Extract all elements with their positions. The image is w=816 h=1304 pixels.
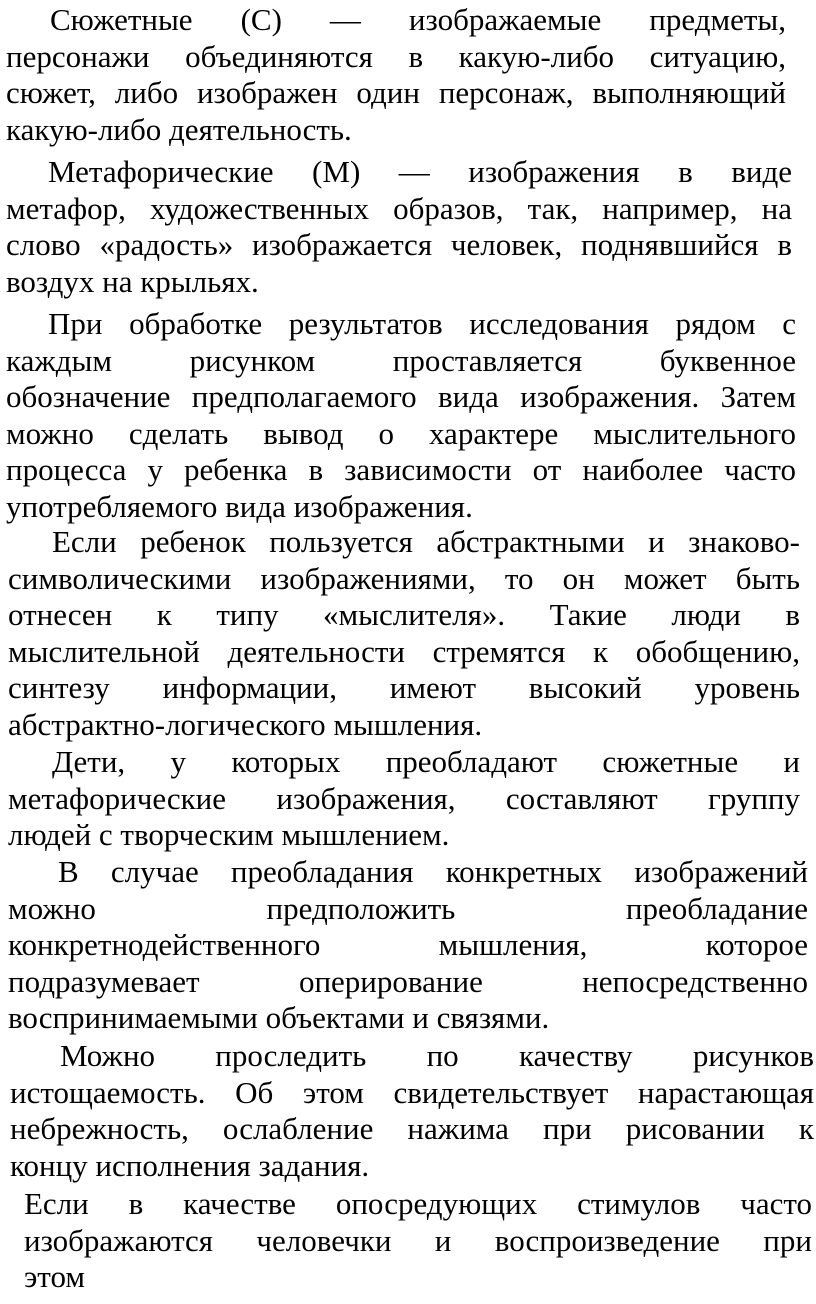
paragraph-line: Сюжетные (С) — изображаемые предметы,: [50, 2, 786, 37]
paragraph-line: метафор, художественных образов, так, например, на: [6, 190, 792, 226]
paragraph-line: изображаются человечки и воспроизведение при: [24, 1222, 812, 1258]
paragraph-line: метафорические изображения, составляют группу: [8, 780, 800, 816]
paragraph-line: подразумевает оперирование непосредственно: [8, 963, 808, 999]
paragraph-line: употребляемого вида изображения.: [6, 488, 473, 524]
paragraph-line: Дети, у которых преобладают сюжетные и: [52, 744, 800, 779]
paragraph-line: воспринимаемыми объектами и связями.: [8, 1000, 550, 1036]
paragraph-line: символическими изображениями, то он может быть: [8, 560, 800, 596]
paragraph-line: обозначение предполагаемого вида изображения. Затем: [6, 379, 796, 415]
paragraph-line: этом: [24, 1259, 85, 1295]
paragraph-line: отнесен к типу «мыслителя». Такие люди в: [8, 597, 800, 633]
paragraph-plot-images: [6, 2, 786, 148]
paragraph-line: процесса у ребенка в зависимости от наиболее часто: [6, 452, 796, 488]
paragraph-line: концу исполнения задания.: [10, 1147, 370, 1183]
paragraph-abstract-thinker: [8, 524, 800, 744]
paragraph-line: При обработке результатов исследования рядом с: [48, 306, 796, 341]
paragraph-creative-thinking: [8, 744, 800, 854]
paragraph-line: каждым рисунком проставляется буквенное: [6, 342, 796, 378]
paragraph-stimuli: [24, 1186, 812, 1296]
paragraph-line: Если в качестве опосредующих стимулов часто: [24, 1186, 812, 1221]
paragraph-line: мыслительной деятельности стремятся к обобщению,: [8, 633, 800, 669]
paragraph-concrete-thinking: [8, 854, 808, 1037]
paragraph-result-processing: [6, 306, 796, 526]
paragraph-line: можно предположить преобладание: [8, 890, 808, 926]
paragraph-line: сюжет, либо изображен один персонаж, выполняющий: [6, 75, 786, 111]
paragraph-metaphoric-images: [6, 154, 792, 300]
paragraph-line: воздух на крыльях.: [6, 263, 259, 299]
paragraph-line: синтезу информации, имеют высокий уровень: [8, 670, 800, 706]
paragraph-exhaustion: [10, 1038, 814, 1184]
paragraph-line: Можно проследить по качеству рисунков: [60, 1038, 814, 1073]
paragraph-line: небрежность, ослабление нажима при рисовании к: [10, 1111, 814, 1147]
paragraph-line: конкретнодейственного мышления, которое: [8, 927, 808, 963]
paragraph-line: истощаемость. Об этом свидетельствует нарастающая: [10, 1074, 814, 1110]
paragraph-line: людей с творческим мышлением.: [8, 817, 450, 853]
paragraph-line: абстрактно-логического мышления.: [8, 706, 483, 742]
paragraph-line: В случае преобладания конкретных изображений: [58, 854, 808, 889]
paragraph-line: Метафорические (М) — изображения в виде: [48, 154, 792, 189]
paragraph-line: слово «радость» изображается человек, поднявшийся в: [6, 227, 792, 263]
paragraph-line: персонажи объединяются в какую-либо ситуацию,: [6, 38, 786, 74]
paragraph-line: Если ребенок пользуется абстрактными и знаково-: [52, 524, 800, 559]
paragraph-line: какую-либо деятельность.: [6, 111, 352, 147]
paragraph-line: можно сделать вывод о характере мыслительного: [6, 415, 796, 451]
